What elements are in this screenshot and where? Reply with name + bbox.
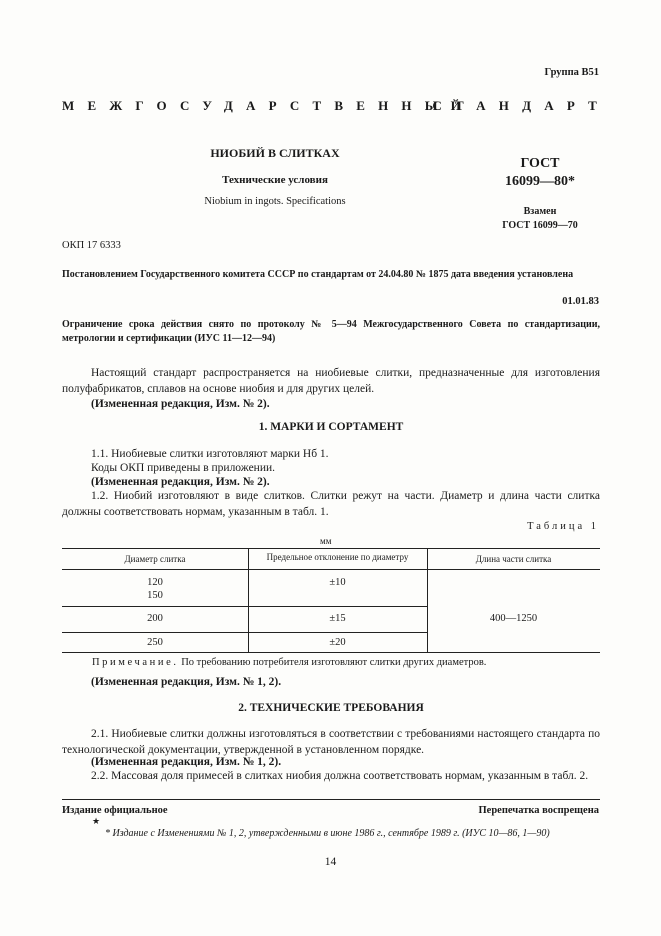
decree-text: Постановлением Государственного комитета СССР по стандартам от 24.04.80 № 1875 дата введения установлена — [62, 269, 574, 280]
gost-designation — [480, 155, 600, 190]
edition-footnote: * Издание с Изменениями № 1, 2, утвержденными в июне 1986 г., сентябре 1989 г. (ИУС 10—86, 1—90) — [105, 828, 550, 839]
replaces-block — [480, 205, 600, 232]
okp-code: ОКП 17 6333 — [62, 240, 121, 251]
clause-1-1-revision: (Измененная редакция, Изм. № 2). — [91, 476, 270, 488]
intro-revision: (Измененная редакция, Изм. № 2). — [91, 398, 270, 410]
group-code: Группа В51 — [544, 67, 599, 78]
clause-2-1: 2.1. Ниобиевые слитки должны изготовляться в соответствии с требованиями настоящего стандарта по технологической документации, утвержденной в установленном порядке. — [62, 728, 600, 756]
clause-1-1-okp: Коды ОКП приведены в приложении. — [91, 462, 276, 474]
table-cell-tolerance: ±10 — [329, 577, 346, 588]
document-subtitle: Технические условия — [222, 174, 328, 186]
table-top-rule — [62, 548, 600, 549]
star-icon: ★ — [92, 816, 101, 826]
table-cell-length: 400—1250 — [489, 613, 538, 624]
table-revision: (Измененная редакция, Изм. № 1, 2). — [91, 676, 282, 688]
table-header-length: Длина части слитка — [475, 554, 552, 564]
table-cell-tolerance: ±20 — [329, 637, 346, 648]
gost-label: ГОСТ — [520, 156, 560, 171]
clause-2-2: 2.2. Массовая доля примесей в слитках ниобия должна соответствовать нормам, указанным в табл. 2. — [91, 770, 589, 782]
table-note — [92, 656, 486, 670]
footer-rule — [62, 799, 600, 800]
page-number: 14 — [324, 856, 337, 868]
english-title: Niobium in ingots. Specifications — [204, 196, 346, 207]
table-header-diameter: Диаметр слитка — [124, 554, 186, 564]
table-cell-diameter: 250 — [147, 637, 163, 648]
clause-2-1-revision: (Измененная редакция, Изм. № 1, 2). — [91, 756, 282, 768]
table-row-rule-2 — [62, 632, 427, 633]
replaces-value: ГОСТ 16099—70 — [502, 219, 578, 231]
banner-word-standard: СТАНДАРТ — [432, 98, 610, 113]
intro-paragraph: Настоящий стандарт распространяется на ниобиевые слитки, предназначенные для изготовления полуфабрикатов, сплавов на основе ниобия и для других целей. — [62, 367, 600, 395]
table-cell-diameter: 120 — [147, 577, 163, 588]
table-row-rule-1 — [62, 606, 427, 607]
table-cell-diameter: 200 — [147, 613, 163, 624]
table-cell-tolerance: ±15 — [329, 613, 346, 624]
official-edition: Издание официальное — [62, 805, 168, 816]
section-1-heading: 1. МАРКИ И СОРТАМЕНТ — [258, 421, 404, 433]
gost-number: 16099—80* — [505, 173, 575, 189]
reprint-prohibited: Перепечатка воспрещена — [478, 805, 599, 816]
clause-1-2: 1.2. Ниобий изготовляют в виде слитков. Слитки режут на части. Диаметр и длина части слитка должны соответствовать нормам, указанным в табл. 1. — [62, 490, 600, 518]
table-1-unit: мм — [320, 536, 332, 546]
replaces-label: Взамен — [523, 206, 557, 217]
section-2-heading: 2. ТЕХНИЧЕСКИЕ ТРЕБОВАНИЯ — [238, 702, 424, 714]
table-cell-diameter: 150 — [147, 590, 163, 601]
limit-note: Ограничение срока действия снято по протоколу № 5—94 Межгосударственного Совета по стандартизации, метрологии и сертификации (ИУС 11—12—94) — [62, 319, 600, 344]
note-text: По требованию потребителя изготовляют слитки других диаметров. — [181, 657, 487, 668]
table-1-title: Таблица 1 — [527, 521, 599, 532]
table-bottom-rule — [62, 652, 600, 653]
clause-1-1: 1.1. Ниобиевые слитки изготовляют марки Нб 1. — [91, 448, 329, 460]
banner-word-interstate: МЕЖГОСУДАРСТВЕННЫЙ — [62, 98, 474, 113]
table-header-rule — [62, 569, 600, 570]
table-header-tolerance: Предельное отклонение по диаметру — [266, 552, 409, 562]
note-label: Примечание. — [92, 657, 179, 668]
introduction-date: 01.01.83 — [562, 296, 599, 307]
document-title: НИОБИЙ В СЛИТКАХ — [210, 146, 340, 160]
